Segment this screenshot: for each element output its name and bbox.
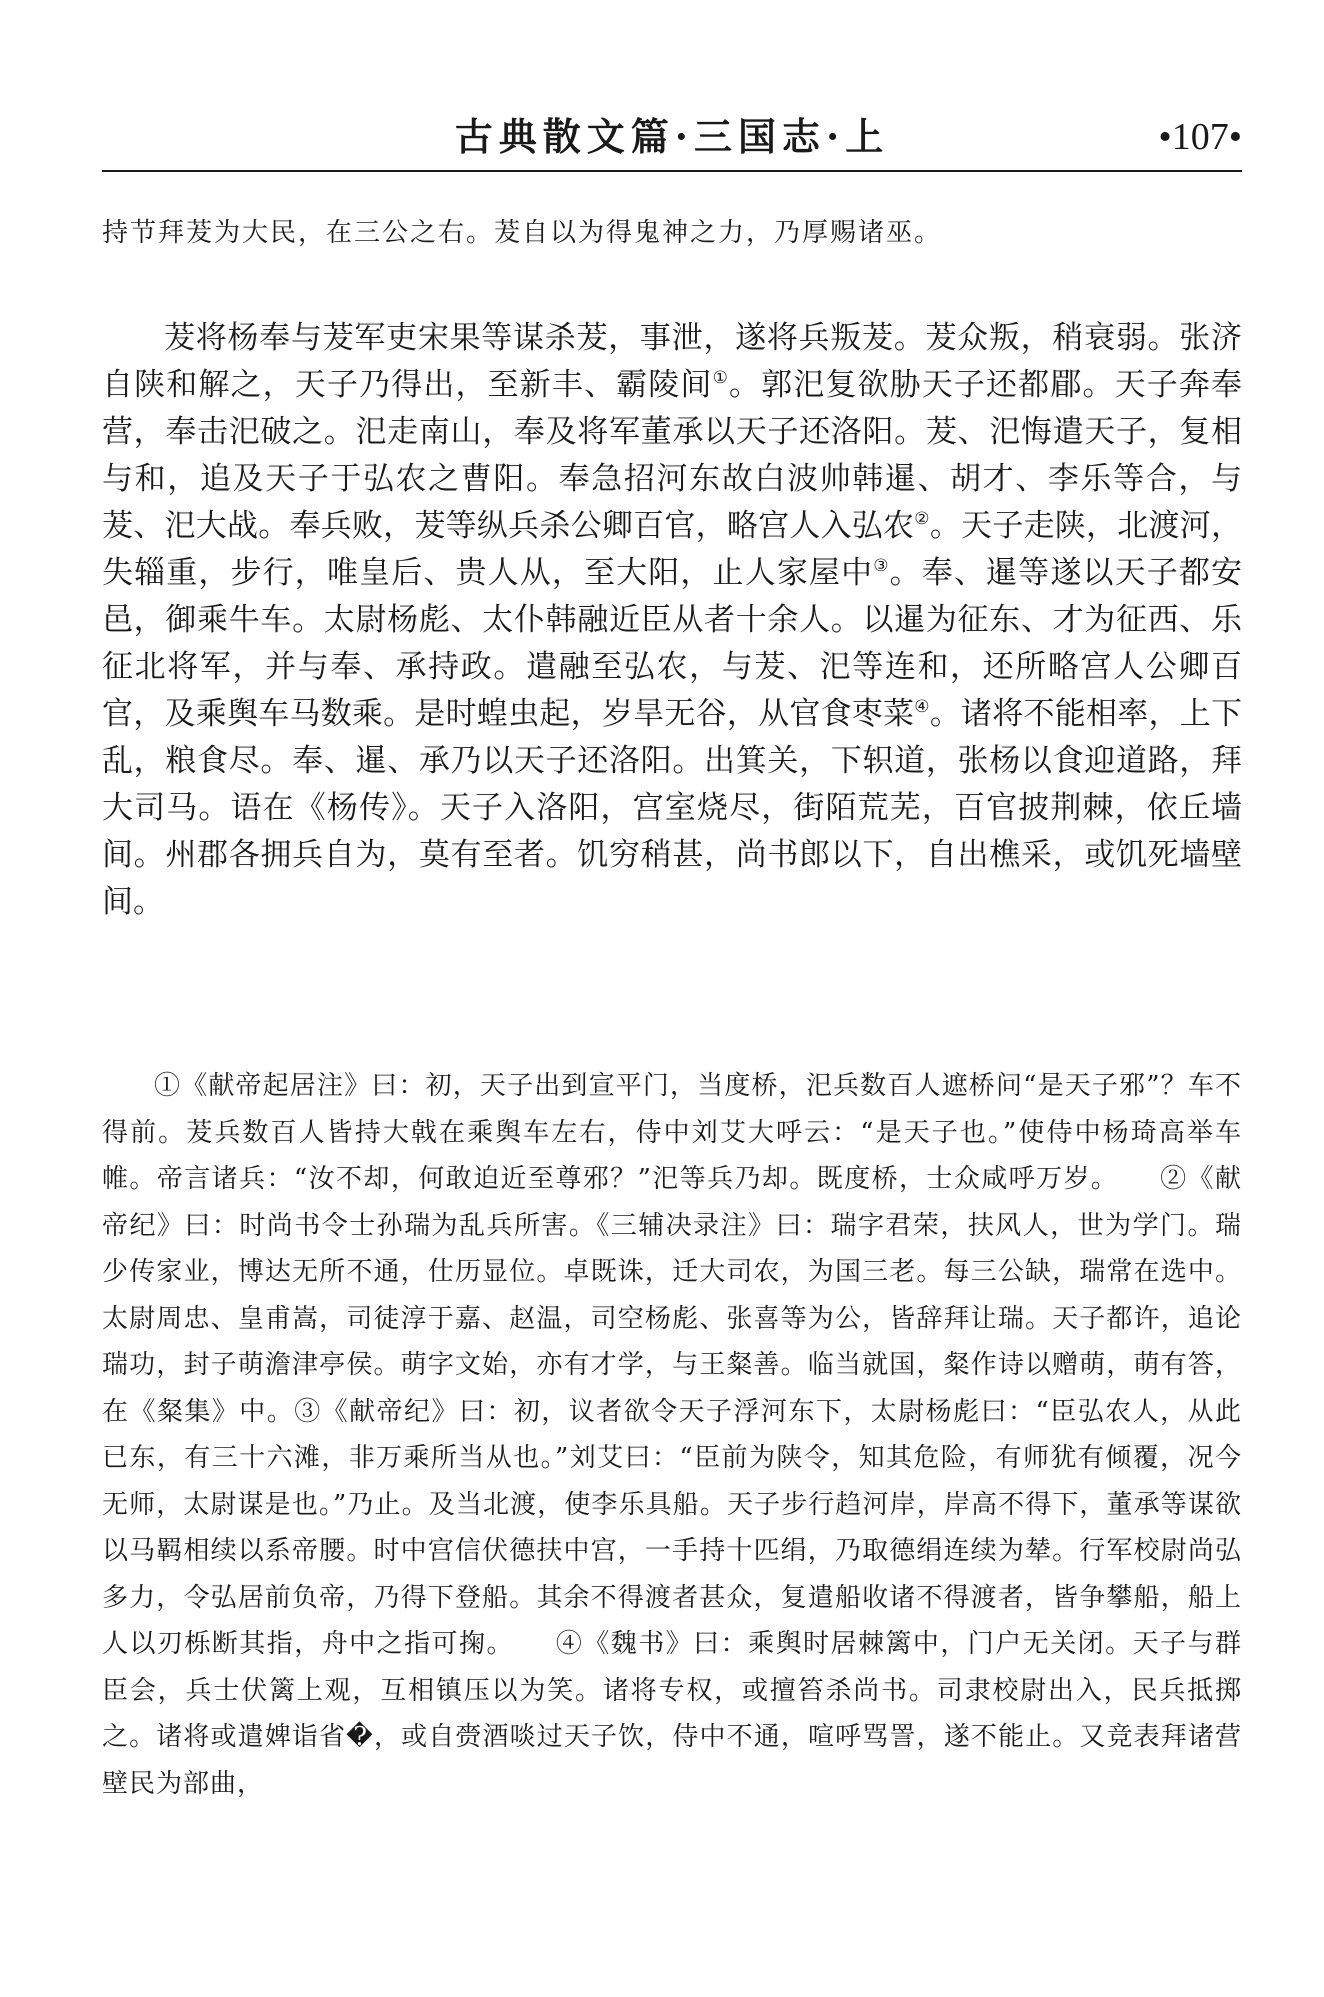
note-4: ④《魏书》曰：乘舆时居棘篱中，门户无关闭。天子与群臣会，兵士伏篱上观，互相镇压以为笑。诸将专权，或擅笞杀尚书。司隶校尉出入，民兵抵掷之。诸将或遣婢诣省�，或自赍酒啖过天子饮，侍中不通，喧呼骂詈，遂不能止。又竞表拜诸营壁民为部曲，: [102, 1629, 1242, 1799]
footnote-ref-2: ②: [914, 509, 930, 530]
running-title: 古典散文篇·三国志·上: [454, 114, 890, 159]
main-text-4: 。奉、暹等遂以天子都安邑，御乘牛车。太尉杨彪、太仆韩融近臣从者十余人。以暹为征东、才为征西、乐征北将军，并与奉、承持政。遣融至弘农，与茇、汜等连和，还所略宫人公卿百官，及乘舆车马数乘。是时蝗虫起，岁旱无谷，从官食枣菜: [102, 555, 1242, 732]
note-2: ②《献帝纪》曰：时尚书令士孙瑞为乱兵所害。《三辅决录注》曰：瑞字君荣，扶风人，世为学门。瑞少传家业，博达无所不通，仕历显位。卓既诛，迁大司农，为国三老。每三公缺，瑞常在选中。太尉周忠、皇甫嵩，司徒淳于嘉、赵温，司空杨彪、张喜等为公，皆辞拜让瑞。天子都许，追论瑞功，封子萌澹津亭侯。萌字文始，亦有才学，与王粲善。临当就国，粲作诗以赠萌，萌有答，在《粲集》中。: [102, 1164, 1242, 1427]
header-rule: [102, 170, 1242, 172]
annotations: [102, 1063, 1242, 1807]
page-header: [102, 102, 1242, 172]
intro-paragraph: 持节拜茇为大民，在三公之右。茇自以为得鬼神之力，乃厚赐诸巫。: [102, 218, 943, 248]
note-3: ③《献帝纪》曰：初，议者欲令天子浮河东下，太尉杨彪曰：“臣弘农人，从此已东，有三十六滩，非万乘所当从也。”刘艾曰：“臣前为陕令，知其危险，有师犹有倾覆，况今无师，太尉谋是也。”乃止。及当北渡，使李乐具船。天子步行趋河岸，岸高不得下，董承等谋欲以马羁相续以系帝腰。时中宫信伏德扶中宫，一手持十匹绢，乃取德绢连续为辇。行军校尉尚弘多力，令弘居前负帝，乃得下登船。其余不得渡者甚众，复遣船收诸不得渡者，皆争攀船，船上人以刃栎断其指，舟中之指可掬。: [102, 1396, 1242, 1659]
footnote-ref-1: ①: [712, 368, 729, 389]
main-paragraph: [102, 315, 1242, 926]
page-number: •107•: [1158, 116, 1242, 158]
footnote-ref-4: ④: [914, 697, 930, 718]
footnote-ref-3: ③: [873, 556, 890, 577]
main-text-5: 。诸将不能相率，上下乱，粮食尽。奉、暹、承乃以天子还洛阳。出箕关，下轵道，张杨以食迎道路，拜大司马。语在《杨传》。天子入洛阳，宫室烧尽，街陌荒芜，百官披荆棘，依丘墙间。州郡各拥兵自为，莫有至者。饥穷稍甚，尚书郎以下，自出樵采，或饥死墙壁间。: [102, 696, 1242, 920]
main-text-3: 。天子走陕，北渡河，失辎重，步行，唯皇后、贵人从，至大阳，止人家屋中: [102, 508, 1242, 591]
note-1: ①《献帝起居注》曰：初，天子出到宣平门，当度桥，汜兵数百人遮桥问“是天子邪”？车不得前。茇兵数百人皆持大戟在乘舆车左右，侍中刘艾大呼云：“是天子也。”使侍中杨琦高举车帷。帝言诸兵：“汝不却，何敢迫近至尊邪？”汜等兵乃却。既度桥，士众咸呼万岁。: [102, 1071, 1242, 1194]
main-text-2: 。郭汜复欲胁天子还都郿。天子奔奉营，奉击汜破之。汜走南山，奉及将军董承以天子还洛阳。茇、汜悔遣天子，复相与和，追及天子于弘农之曹阳。奉急招河东故白波帅韩暹、胡才、李乐等合，与茇、汜大战。奉兵败，茇等纵兵杀公卿百官，略宫人入弘农: [102, 367, 1242, 544]
main-text-1: 茇将杨奉与茇军吏宋果等谋杀茇，事泄，遂将兵叛茇。茇众叛，稍衰弱。张济自陕和解之，天子乃得出，至新丰、霸陵间: [102, 320, 1242, 403]
